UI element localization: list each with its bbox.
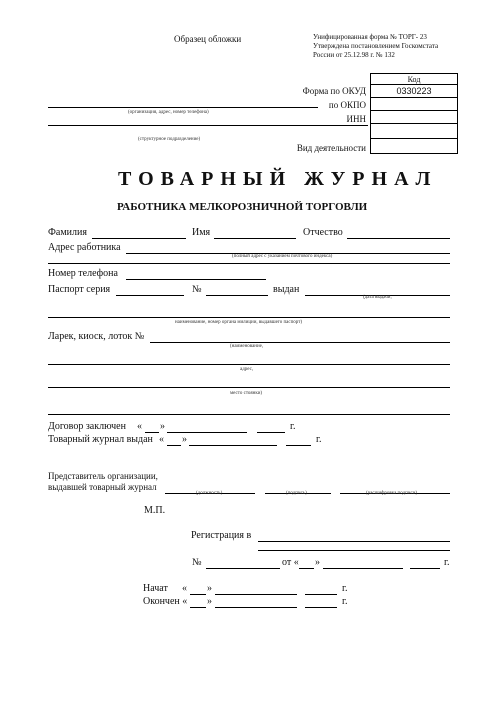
position-caption: (должность) xyxy=(196,491,223,496)
journal-year-field[interactable] xyxy=(286,434,311,446)
surname-label: Фамилия xyxy=(48,227,87,238)
passport-issuer-field[interactable] xyxy=(48,306,450,318)
registration-day-field[interactable] xyxy=(299,557,314,569)
kiosk-field[interactable] xyxy=(150,331,450,343)
issue-date-caption: (дата выдачи, xyxy=(363,295,392,300)
registration-month-field[interactable] xyxy=(323,557,403,569)
registration-year-suffix: г. xyxy=(444,557,450,568)
registration-line-2 xyxy=(258,550,450,551)
journal-quote-open: « xyxy=(159,434,164,445)
phone-label: Номер телефона xyxy=(48,268,118,279)
activity-label: Вид деятельности xyxy=(296,143,366,153)
okud-label: Форма по ОКУД xyxy=(302,86,366,96)
codes-column-header: Код xyxy=(371,74,458,85)
form-info-line-1: Унифицированная форма № ТОРГ- 23 xyxy=(313,33,427,41)
kiosk-location-field[interactable] xyxy=(48,376,450,388)
contract-year-suffix: г. xyxy=(290,421,296,432)
passport-series-field[interactable] xyxy=(116,284,184,296)
started-quote-close: » xyxy=(207,583,212,594)
journal-day-field[interactable] xyxy=(167,434,181,446)
contract-quote-close: » xyxy=(160,421,165,432)
organization-line-2 xyxy=(48,125,368,126)
page-subtitle: РАБОТНИКА МЕЛКОРОЗНИЧНОЙ ТОРГОВЛИ xyxy=(117,201,368,213)
passport-number-label: № xyxy=(192,284,202,295)
journal-year-suffix: г. xyxy=(316,434,322,445)
registration-number-field[interactable] xyxy=(206,557,280,569)
signature-caption: (подпись) xyxy=(286,491,307,496)
form-info-line-2: Утверждена постановлением Госкомстата xyxy=(313,42,439,50)
finished-quote-close: » xyxy=(207,596,212,607)
decoding-caption: (расшифровка подписи) xyxy=(366,491,418,496)
journal-issued-label: Товарный журнал выдан xyxy=(48,434,153,445)
issued-label: выдан xyxy=(273,284,300,295)
registration-label: Регистрация в xyxy=(191,530,252,541)
kiosk-address-caption: адрес, xyxy=(240,367,254,372)
inn-code-field[interactable] xyxy=(371,111,458,124)
surname-field[interactable] xyxy=(92,227,186,239)
representative-label-1: Представитель организации, xyxy=(48,471,158,481)
registration-number-label: № xyxy=(192,557,202,568)
address-label: Адрес работника xyxy=(48,242,121,253)
registration-quote-close: » xyxy=(315,557,320,568)
started-quote-open: « xyxy=(182,583,187,594)
page-title: ТОВАРНЫЙ ЖУРНАЛ xyxy=(118,168,438,190)
contract-month-field[interactable] xyxy=(167,421,247,433)
started-year-field[interactable] xyxy=(305,583,337,595)
contract-day-field[interactable] xyxy=(145,421,159,433)
address-caption: (полный адрес с указанием почтового индекса) xyxy=(232,254,333,259)
started-day-field[interactable] xyxy=(190,583,206,595)
finished-year-field[interactable] xyxy=(305,596,337,608)
form-info-line-3: России от 25.12.98 г. № 132 xyxy=(313,51,395,59)
passport-series-label: Паспорт серия xyxy=(48,284,111,295)
registration-from-label: от « xyxy=(282,557,299,568)
patronymic-label: Отчество xyxy=(303,227,343,238)
activity-code-field[interactable] xyxy=(371,124,458,139)
finished-month-field[interactable] xyxy=(215,596,297,608)
journal-quote-close: » xyxy=(182,434,187,445)
started-year-suffix: г. xyxy=(342,583,348,594)
kiosk-label: Ларек, киоск, лоток № xyxy=(48,331,145,342)
finished-year-suffix: г. xyxy=(342,596,348,607)
okud-code-field[interactable]: 0330223 xyxy=(371,85,458,98)
issuer-caption: наименование, номер органа милиции, выдавшего паспорт) xyxy=(175,320,303,325)
okpo-code-field[interactable] xyxy=(371,98,458,111)
organization-caption: (организация, адрес, номер телефона) xyxy=(128,110,209,115)
started-month-field[interactable] xyxy=(215,583,297,595)
registration-year-field[interactable] xyxy=(410,557,440,569)
representative-label-2: выдавшей товарный журнал xyxy=(48,482,157,492)
contract-concluded-label: Договор заключен xyxy=(48,421,126,432)
name-label: Имя xyxy=(192,227,211,238)
sample-cover-label: Образец обложки xyxy=(174,34,242,44)
codes-table xyxy=(370,73,458,154)
finished-label: Окончен « xyxy=(143,596,188,607)
contract-quote-open: « xyxy=(137,421,142,432)
address-field[interactable] xyxy=(126,242,450,254)
address-line-2 xyxy=(48,263,450,264)
kiosk-address-field[interactable] xyxy=(48,353,450,365)
inn-label: ИНН xyxy=(346,114,366,124)
kiosk-name-caption: (наименование, xyxy=(230,344,264,349)
division-caption: (структурное подразделение) xyxy=(138,137,201,142)
started-label: Начат xyxy=(143,583,168,594)
stamp-label: М.П. xyxy=(144,505,166,516)
organization-field[interactable] xyxy=(48,96,318,108)
patronymic-field[interactable] xyxy=(347,227,450,239)
passport-number-field[interactable] xyxy=(206,284,268,296)
journal-month-field[interactable] xyxy=(189,434,277,446)
kiosk-location-caption: место стоянки) xyxy=(230,391,263,396)
okpo-label: по ОКПО xyxy=(328,100,366,110)
name-field[interactable] xyxy=(214,227,296,239)
activity-code-field-2[interactable] xyxy=(371,139,458,154)
registration-field[interactable] xyxy=(258,530,450,542)
contract-year-field[interactable] xyxy=(257,421,285,433)
kiosk-line-4 xyxy=(48,414,450,415)
finished-day-field[interactable] xyxy=(190,596,206,608)
phone-field[interactable] xyxy=(126,268,266,280)
